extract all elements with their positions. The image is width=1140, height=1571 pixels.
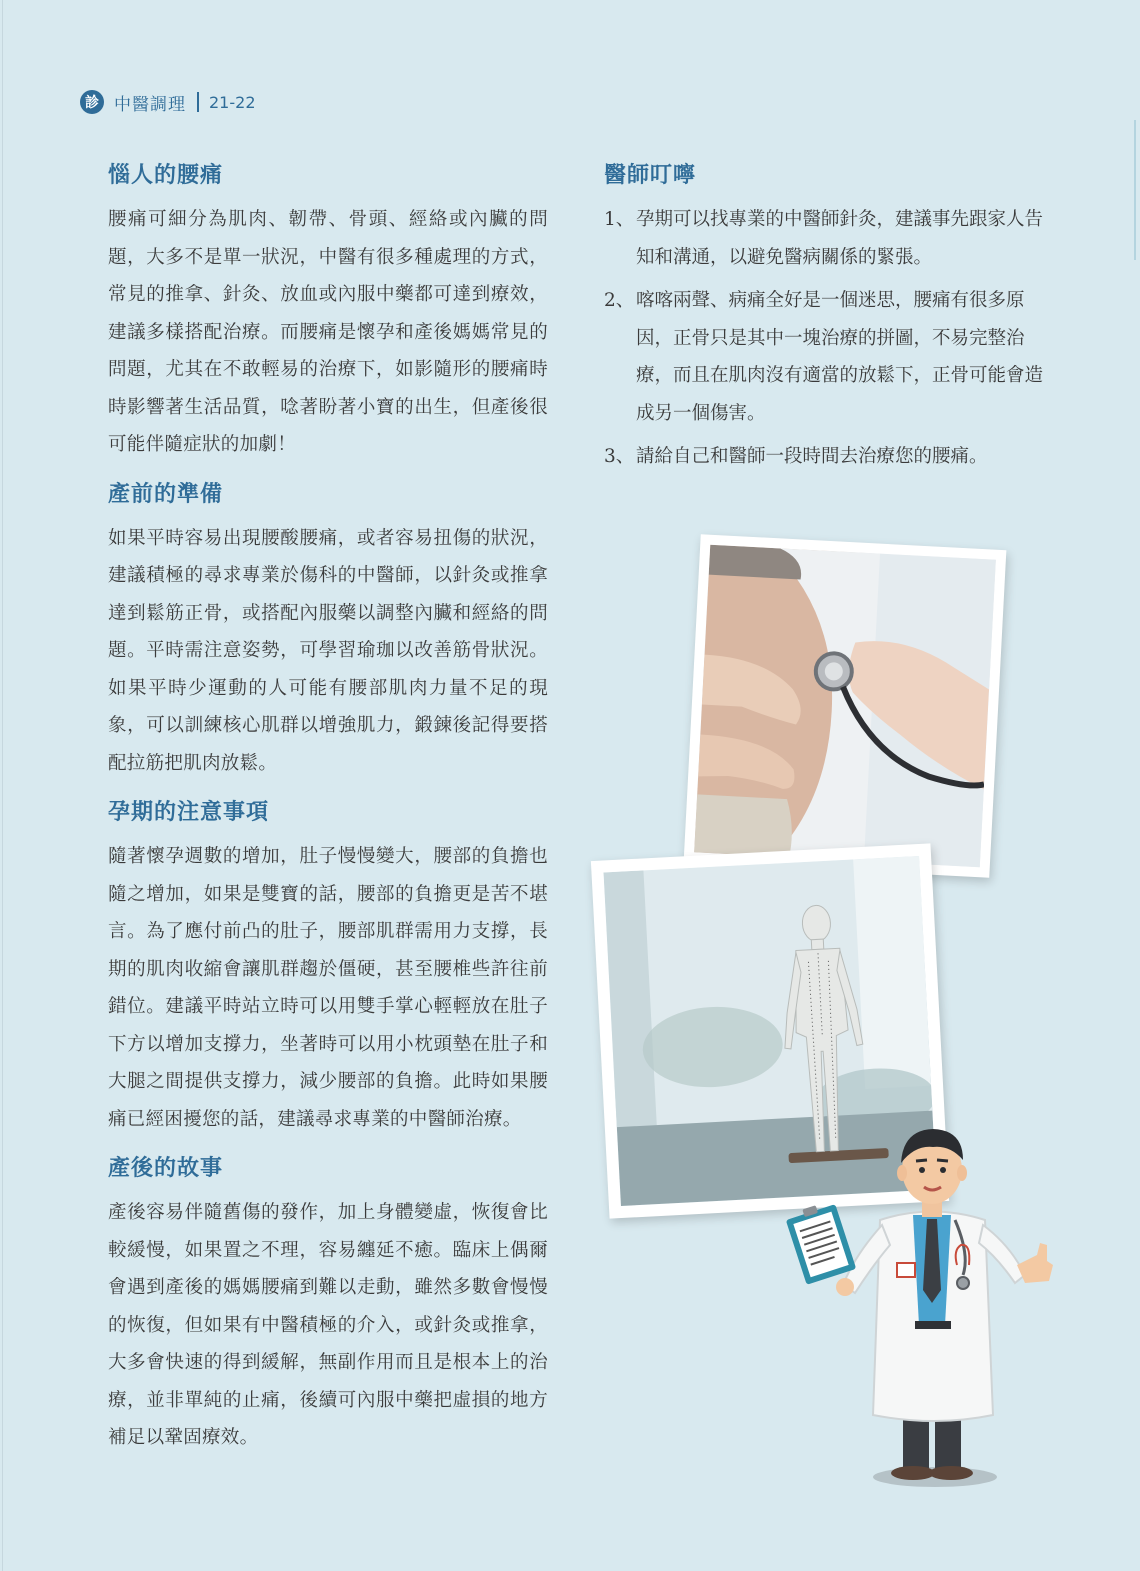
clinic-logo-icon: 診	[80, 90, 104, 114]
advice-number: 3、	[604, 446, 635, 467]
section-heading-back-pain: 惱人的腰痛	[108, 162, 224, 188]
page-edge-accent	[1134, 120, 1136, 260]
header-divider	[197, 92, 199, 112]
advice-item	[604, 201, 1044, 276]
section-heading-pregnancy: 孕期的注意事項	[108, 799, 270, 825]
running-header	[80, 88, 256, 116]
left-column	[108, 158, 548, 1470]
section-body-postpartum: 產後容易伴隨舊傷的發作，加上身體變虛，恢復會比較緩慢，如果置之不理，容易纏延不癒。臨床上偶爾會遇到產後的媽媽腰痛到難以走動，雖然多數會慢慢的恢復，但如果有中醫積極的介入，或針灸或推拿，大多會快速的得到緩解，無副作用而且是根本上的治療，並非單純的止痛，後續可內服中藥把虛損的地方補足以鞏固療效。	[108, 1202, 548, 1448]
advice-number: 2、	[604, 290, 635, 311]
page-edge-line	[2, 0, 3, 1571]
section-heading-prenatal: 產前的準備	[108, 480, 224, 507]
header-pages: 21-22	[209, 92, 256, 112]
section-body-prenatal: 如果平時容易出現腰酸腰痛，或者容易扭傷的狀況，建議積極的尋求專業於傷科的中醫師，以針灸或推拿達到鬆筋正骨，或搭配內服藥以調整內臟和經絡的問題。平時需注意姿勢，可學習瑜珈以改善筋骨狀況。如果平時少運動的人可能有腰部肌肉力量不足的現象，可以訓練核心肌群以增強肌力，鍛鍊後記得要搭配拉筋把肌肉放鬆。	[108, 527, 548, 774]
section-heading-postpartum: 產後的故事	[108, 1155, 224, 1181]
advice-item	[604, 438, 1044, 476]
header-category: 中醫調理	[114, 94, 186, 115]
advice-list	[604, 201, 1044, 476]
advice-item	[604, 282, 1044, 432]
right-column	[604, 158, 1044, 482]
section-body-pregnancy: 隨著懷孕週數的增加，肚子慢慢變大，腰部的負擔也隨之增加，如果是雙寶的話，腰部的負擔更是苦不堪言。為了應付前凸的肚子，腰部肌群需用力支撐，長期的肌肉收縮會讓肌群趨於僵硬，甚至腰椎些許往前錯位。建議平時站立時可以用雙手掌心輕輕放在肚子下方以增加支撐力，坐著時可以用小枕頭墊在肚子和大腿之間提供支撐力，減少腰部的負擔。此時如果腰痛已經困擾您的話，建議尋求專業的中醫師治療。	[108, 846, 548, 1130]
doctor-illustration	[785, 1115, 1060, 1495]
advice-text: 孕期可以找專業的中醫師針灸，建議事先跟家人告知和溝通，以避免醫病關係的緊張。	[636, 209, 1044, 268]
advice-text: 請給自己和醫師一段時間去治療您的腰痛。	[636, 446, 988, 467]
advice-heading: 醫師叮嚀	[604, 162, 697, 188]
advice-number: 1、	[604, 209, 635, 230]
pregnant-belly-stethoscope-photo	[684, 534, 1007, 878]
advice-text: 喀喀兩聲、病痛全好是一個迷思，腰痛有很多原因，正骨只是其中一塊治療的拼圖，不易完整治療，而且在肌肉沒有適當的放鬆下，正骨可能會造成另一個傷害。	[636, 290, 1044, 424]
section-body-back-pain: 腰痛可細分為肌肉、韌帶、骨頭、經絡或內臟的問題，大多不是單一狀況，中醫有很多種處理的方式，常見的推拿、針灸、放血或內服中藥都可達到療效，建議多樣搭配治療。而腰痛是懷孕和產後媽媽常見的問題，尤其在不敢輕易的治療下，如影隨形的腰痛時時影響著生活品質，唸著盼著小寶的出生，但產後很可能伴隨症狀的加劇！	[108, 209, 548, 455]
